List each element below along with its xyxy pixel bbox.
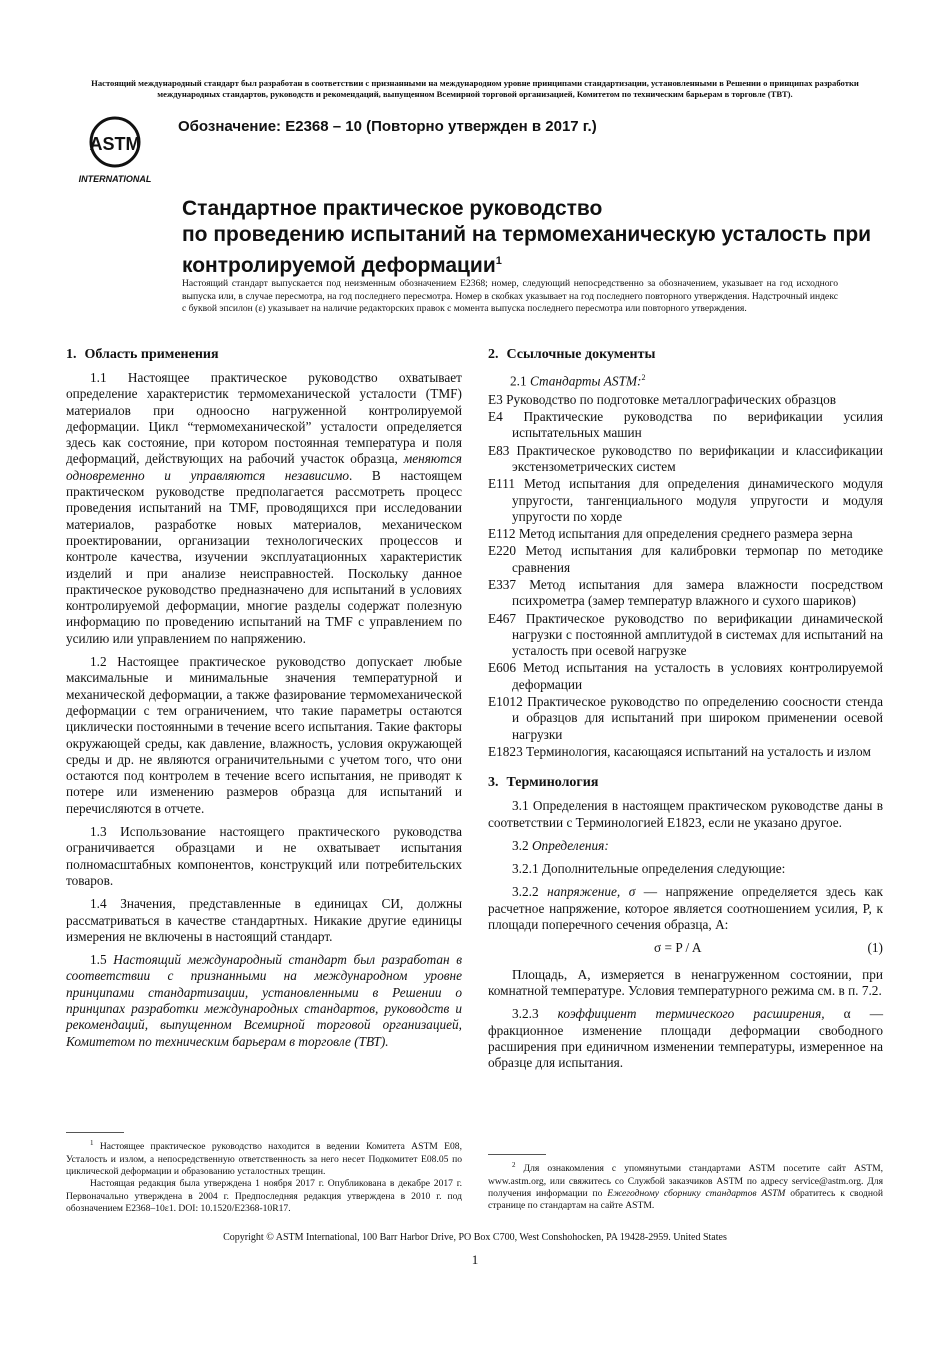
- para-3-2: 3.2 Определения:: [512, 837, 609, 853]
- footnote-2: $^2$ Для ознакомления с упомянутыми стандартами ASTM посетите сайт ASTM, www.astm.org, или свяжитесь со Службой заказчиков ASTM по адресу service@astm.org. Для получения информации по Ежегодному сборнику стандартов ASTM обратитесь к сводной странице по стандартам на сайте ASTM.: [488, 1161, 883, 1212]
- reference-item: E1012 Практическое руководство по определению соосности стенда и образцов для испытаний при широком применении осевой нагрузки: [488, 694, 883, 742]
- para-1-2: 1.2 Настоящее практическое руководство допускает любые максимальные и минимальные значения температурной и механической деформации, а также фазирование термомеханической деформации с тем ограничением, что такие параметры остаются циклически постоянными в течение всего испытания. Такие факторы окружающей среды, как давление, влажность, условия окружающей среды и др. не являются ограничительными с учетом того, что они остаются под контролем в течение всего испытания, не приводят к потере или изменению размеров образца для испытаний и перечисляются в отчете.: [66, 654, 462, 816]
- para-1-3: 1.3 Использование настоящего практического руководства ограничивается образцами и не охватывает испытания полномасштабных компонентов, конструкций или потребительских товаров.: [66, 824, 462, 888]
- designation: Обозначение: E2368 – 10 (Повторно утвержден в 2017 г.): [178, 118, 597, 135]
- page-number: 1: [471, 1252, 479, 1267]
- title-line-3-text: контролируемой деформации: [182, 254, 496, 277]
- section-3-heading: 3. Терминология: [488, 775, 599, 791]
- reference-item: E4 Практические руководства по верификации усилия испытательных машин: [488, 409, 883, 441]
- copyright-line: Copyright © ASTM International, 100 Barr Harbor Drive, PO Box C700, West Conshohocken, PA 19428-2959. United States: [223, 1232, 727, 1243]
- equation-number: (1): [867, 940, 883, 956]
- para-3-2-2: 3.2.2 напряжение, σ — напряжение определяется здесь как расчетное напряжение, которое является соотношением усилия, P, к площади поперечного сечения образца, A:: [488, 884, 883, 933]
- para-3-2-3: 3.2.3 коэффициент термического расширения, α — фракционное изменение площади деформации свободного расширения при единичном изменении температуры, измеренное на образце для испытания.: [488, 1006, 883, 1071]
- para-3-1: 3.1 Определения в настоящем практическом руководстве даны в соответствии с Терминологией E1823, если не указано другое.: [488, 798, 883, 830]
- reference-list: [488, 392, 883, 761]
- reference-item: E83 Практическое руководство по верификации и классификации экстензометрических систем: [488, 442, 883, 474]
- logo-text: ASTM: [89, 134, 141, 154]
- footnote-1: $^1$ Настоящее практическое руководство находится в ведении Комитета ASTM E08, Усталость и излом, а непосредственную ответственность за него несет Подкомитет E08.05 по циклической деформации и образованию усталостных трещин.: [66, 1139, 462, 1177]
- equation-1: [488, 940, 883, 956]
- equation-formula: σ = P / A: [654, 940, 702, 956]
- logo-subtext: INTERNATIONAL: [78, 174, 152, 184]
- right-column: [488, 346, 883, 1078]
- footnote-1-approval: Настоящая редакция была утверждена 1 ноября 2017 г. Опубликована в декабре 2017 г. Первоначально утверждена в 2004 г. Предпоследняя редакция утверждена в 2010 г. под обозначением E2368–10ε1. DOI: 10.1520/E2368-10R17.: [66, 1178, 462, 1215]
- title-line-3: [182, 248, 882, 279]
- section-1-heading: 1. Область применения: [66, 347, 219, 362]
- para-1-5: 1.5 Настоящий международный стандарт был разработан в соответствии с признанными на международном уровне принципами стандартизации, установленными в Решении о принципах разработки международных стандартов, руководств и рекомендаций, выпущенном Всемирной торговой организацией, Комитетом по техническим барьерам в торговле (ТВТ).: [66, 952, 462, 1049]
- section-2-heading: 2. Ссылочные документы: [488, 347, 656, 362]
- reference-item: E111 Метод испытания для определения динамического модуля упругости, тангенциального модуля упругости и модуля упругости по хорде: [488, 476, 883, 524]
- footnotes-right: [488, 1154, 883, 1213]
- title-line-1: Стандартное практическое руководство: [182, 197, 603, 220]
- para-1-4: 1.4 Значения, представленные в единицах СИ, должны рассматриваться в качестве стандартных. Никакие другие единицы измерения не включены в настоящий стандарт.: [66, 896, 462, 944]
- reference-item: E467 Практическое руководство по верификации динамической нагрузки с постоянной амплитудой в системах для испытаний на усталость при осевой нагрузке: [488, 610, 883, 659]
- para-area: Площадь, A, измеряется в ненагруженном состоянии, при комнатной температуре. Условия температурного режима см. в п. 7.2.: [488, 966, 883, 998]
- astm-logo: [74, 112, 156, 186]
- left-column: [66, 346, 462, 1057]
- footnotes-left: [66, 1132, 462, 1216]
- footnote-divider: [66, 1132, 124, 1133]
- reference-item: E1823 Терминология, касающаяся испытаний на усталость и излом: [488, 743, 871, 759]
- reference-item: E112 Метод испытания для определения среднего размера зерна: [488, 526, 853, 542]
- title-footnote-ref: 1: [495, 255, 502, 267]
- title-line-2: по проведению испытаний на термомеханическую усталость при: [182, 223, 872, 246]
- reference-item: E3 Руководство по подготовке металлографических образцов: [488, 391, 837, 407]
- para-3-2-1: 3.2.1 Дополнительные определения следующие:: [512, 861, 786, 877]
- reference-item: E337 Метод испытания для замера влажности посредством психрометра (замер температур влажного и сухого шариков): [488, 576, 883, 609]
- para-1-1: 1.1 Настоящее практическое руководство охватывает определение характеристик термомеханической усталости (TMF) материалов при одноосно нагруженной контролируемой деформации. Цикл “термомеханической” усталости определяется здесь как состояние, при котором постоянная температура и поля деформаций, действующих на рабочий участок образца, меняются одновременно и управляются независимо. В настоящем практическом руководстве предполагается рассмотреть процесс проведения испытаний на TMF, проводящихся при исследовании материалов, разработке новых материалов, механическом проектировании, организации технологических процессов и контроле качества, изучении эксплуатационных характеристик изделий и при анализе неисправностей. Поскольку данное практическое руководство предназначено для испытаний в условиях контролируемой деформации, многие разделы содержат полезную информацию по проведению испытаний на TMF с управлением по усилию или управлением по напряжению.: [66, 370, 462, 646]
- reference-item: E220 Метод испытания для калибровки термопар по методике сравнения: [488, 543, 883, 575]
- standard-notice: Настоящий международный стандарт был разработан в соответствии с признанными на международном уровне принципами стандартизации, установленными в Решении о принципах разработки международных стандартов, руководств и рекомендаций, выпущенном Всемирной торговой организацией, Комитетом по техническим барьерам в торговле (ТВТ).: [91, 78, 859, 99]
- para-2-1: 2.1 Стандарты ASTM:$^2$: [510, 373, 646, 389]
- reference-item: E606 Метод испытания на усталость в условиях контролируемой деформации: [488, 660, 883, 692]
- footnote-divider: [488, 1154, 546, 1155]
- intro-paragraph: Настоящий стандарт выпускается под неизменным обозначением E2368; номер, следующий непосредственно за обозначением, указывает на год исходного выпуска или, в случае пересмотра, на год последнего пересмотра. Номер в скобках указывает на год последнего повторного утверждения. Надстрочный индекс с буквой эпсилон (ε) указывает на наличие редакторских правок с момента выпуска последнего пересмотра или повторного утверждения.: [182, 278, 838, 315]
- page-title: [182, 196, 882, 279]
